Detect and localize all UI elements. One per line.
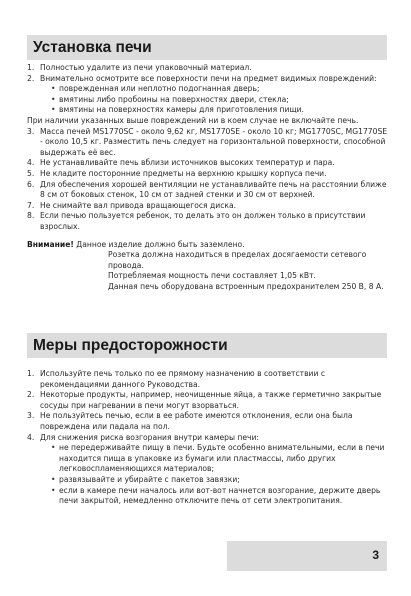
list-item: 4. Не устанавливайте печь вблизи источников высоких температур и пара. — [27, 158, 335, 168]
warning-line: Розетка должна находиться в пределах досягаемости сетевого провода. — [108, 250, 367, 270]
bullet-item: • развязывайте и убирайте с пакетов завязки; — [51, 474, 240, 484]
bullet-item: • поврежденная или неплотно подогнанная дверь; — [51, 84, 260, 94]
damage-note: При наличии указанных выше повреждений ни в коем случае не включайте печь. — [27, 115, 359, 125]
warning-line: Потребляемая мощность печи составляет 1,05 кВт. — [108, 271, 316, 281]
warning-block — [27, 240, 389, 293]
list-item: 1. Полностью удалите из печи упаковочный материал. — [27, 63, 252, 72]
page-number-tab — [227, 541, 387, 571]
warning-line: Данная печь оборудована встроенным предохранителем 250 В, 8 А. — [108, 281, 384, 291]
list-item: 3. Масса печей MS1770SC - около 9,62 кг, MS1770SE - около 10 кг; MG1770SC, MG1770SE - около 10,5 кг. Разместить печь следует на горизонтальной поверхности, способной выдержать её вес. — [27, 126, 388, 157]
bullet-item: • вмятины либо пробоины на поверхностях двери, стекла; — [51, 94, 289, 104]
list-item: 5. Не кладите посторонние предметы на верхнюю крышку корпуса печи. — [27, 168, 327, 178]
warning-label: Внимание! — [27, 239, 74, 249]
installation-content — [27, 63, 389, 292]
bullet-item: • если в камере печи началось или вот-вот начнется возгорание, держите дверь печи закрытой, немедленно отключите печь от сети электропитания. — [51, 485, 381, 506]
bullet-icon: • — [51, 94, 56, 104]
bullet-icon: • — [51, 84, 56, 94]
list-item: 2. Некоторые продукты, например, неочищенные яйца, а также герметично закрытые сосуды при нагревании в печи могут взорваться. — [27, 390, 382, 410]
warning-line: Данное изделие должно быть заземлено. — [76, 239, 245, 249]
section-title-precautions: Меры предосторожности — [27, 333, 387, 358]
precautions-content — [27, 369, 389, 507]
bullet-icon: • — [51, 443, 56, 453]
list-item: 6. Для обеспечения хорошей вентиляции не устанавливайте печь на расстоянии ближе 8 см от боковых стенок, 10 см от задней стенки и 30 см от верхней. — [27, 179, 387, 200]
section-title-installation: Установка печи — [27, 35, 387, 60]
page-number: 3 — [372, 548, 379, 562]
list-item: 2. Внимательно осмотрите все поверхности печи на предмет видимых повреждений: — [27, 73, 377, 83]
list-item: 7. Не снимайте вал привода вращающегося диска. — [27, 200, 237, 210]
bullet-icon: • — [51, 105, 56, 115]
bullet-icon: • — [51, 485, 56, 495]
list-item: 3. Не пользуйтесь печью, если в ее работе имеются отклонения, если она была повреждена или падала на пол. — [27, 411, 353, 431]
bullet-item: • не передерживайте пищу в печи. Будьте особенно внимательными, если в печи находится пища в упаковке из бумаги или пластмассы, либо других легковоспламеняющихся материалов; — [51, 443, 385, 474]
bullet-item: • вмятины на поверхностях камеры для приготовления пищи. — [51, 105, 304, 115]
list-item: 8. Если печью пользуется ребенок, то делать это он должен только в присутствии взрослых. — [27, 211, 366, 231]
list-item: 4. Для снижения риска возгорания внутри камеры печи: — [27, 432, 259, 442]
list-item: 1. Используйте печь только по ее прямому назначению в соответствии с рекомендациями данного Руководства. — [27, 369, 325, 389]
bullet-icon: • — [51, 474, 56, 484]
